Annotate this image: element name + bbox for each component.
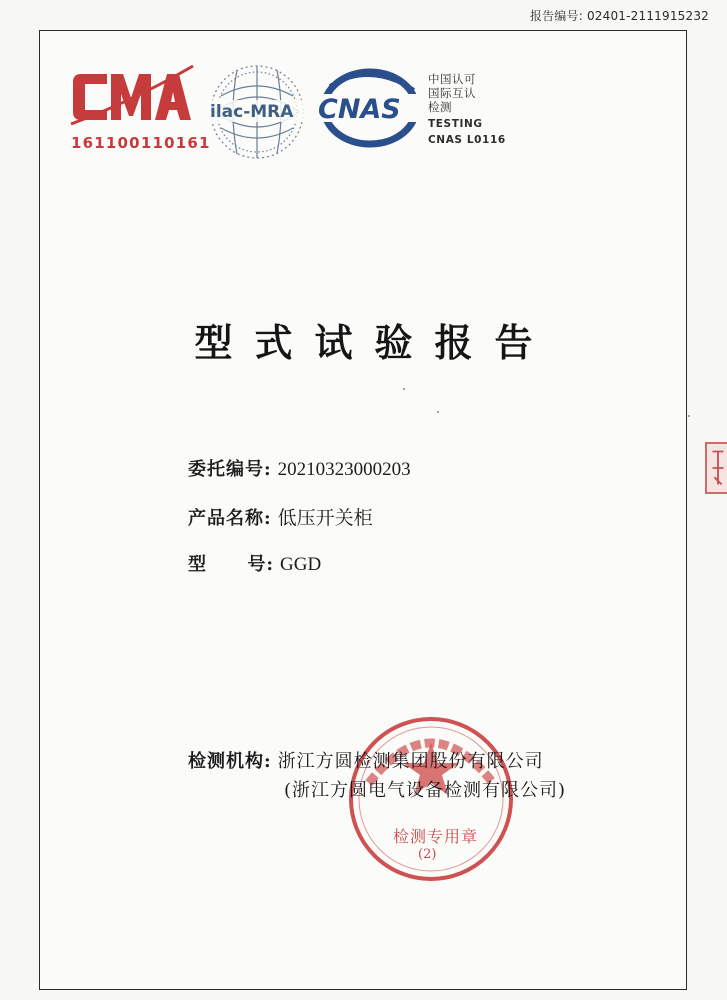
cma-number: 161100110161 (71, 134, 211, 152)
entrust-number-label: 委托编号: (188, 459, 272, 480)
scan-speck (403, 388, 405, 390)
model-label-a: 型 (188, 554, 207, 575)
page-title: 型式试验报告 (194, 320, 555, 365)
product-name-label: 产品名称: (188, 508, 272, 529)
cnas-logo-icon (314, 68, 422, 148)
cnas-text: CNAS (318, 94, 401, 125)
product-name-value: 低压开关柜 (277, 508, 373, 529)
model-label (188, 550, 274, 576)
institution-label: 检测机构: (188, 751, 272, 772)
cnas-cn-line3: 检测 (428, 100, 452, 114)
cnas-en-line2: CNAS L0116 (428, 134, 506, 146)
model-value: GGD (280, 554, 322, 575)
ilac-mra-logo-icon (207, 62, 307, 162)
ilac-text: ilac-MRA (210, 102, 294, 122)
cnas-accreditation-text (428, 72, 506, 146)
model-label-b: 号: (247, 554, 274, 575)
entrust-number-value: 20210323000203 (277, 459, 411, 480)
seal-fragment-icon (707, 444, 727, 492)
institution-sub-name: (浙江方圆电气设备检测有限公司) (284, 780, 567, 801)
side-seal-fragment (705, 442, 727, 494)
cnas-cn-line1: 中国认可 (428, 72, 476, 86)
scan-speck (688, 415, 690, 417)
testing-institution-row (188, 747, 544, 773)
cnas-cn-line2: 国际互认 (428, 86, 476, 100)
product-name-row (188, 503, 373, 530)
institution-name: 浙江方圆检测集团股份有限公司 (277, 751, 544, 772)
scan-speck (437, 411, 439, 413)
seal-text: 检测专用章 (393, 827, 479, 846)
seal-number: (2) (418, 847, 437, 862)
cnas-en-line1: TESTING (428, 118, 483, 130)
model-row (188, 550, 321, 576)
entrust-number-row (188, 455, 411, 481)
report-number: 报告编号: 02401-2111915232 (529, 9, 709, 23)
